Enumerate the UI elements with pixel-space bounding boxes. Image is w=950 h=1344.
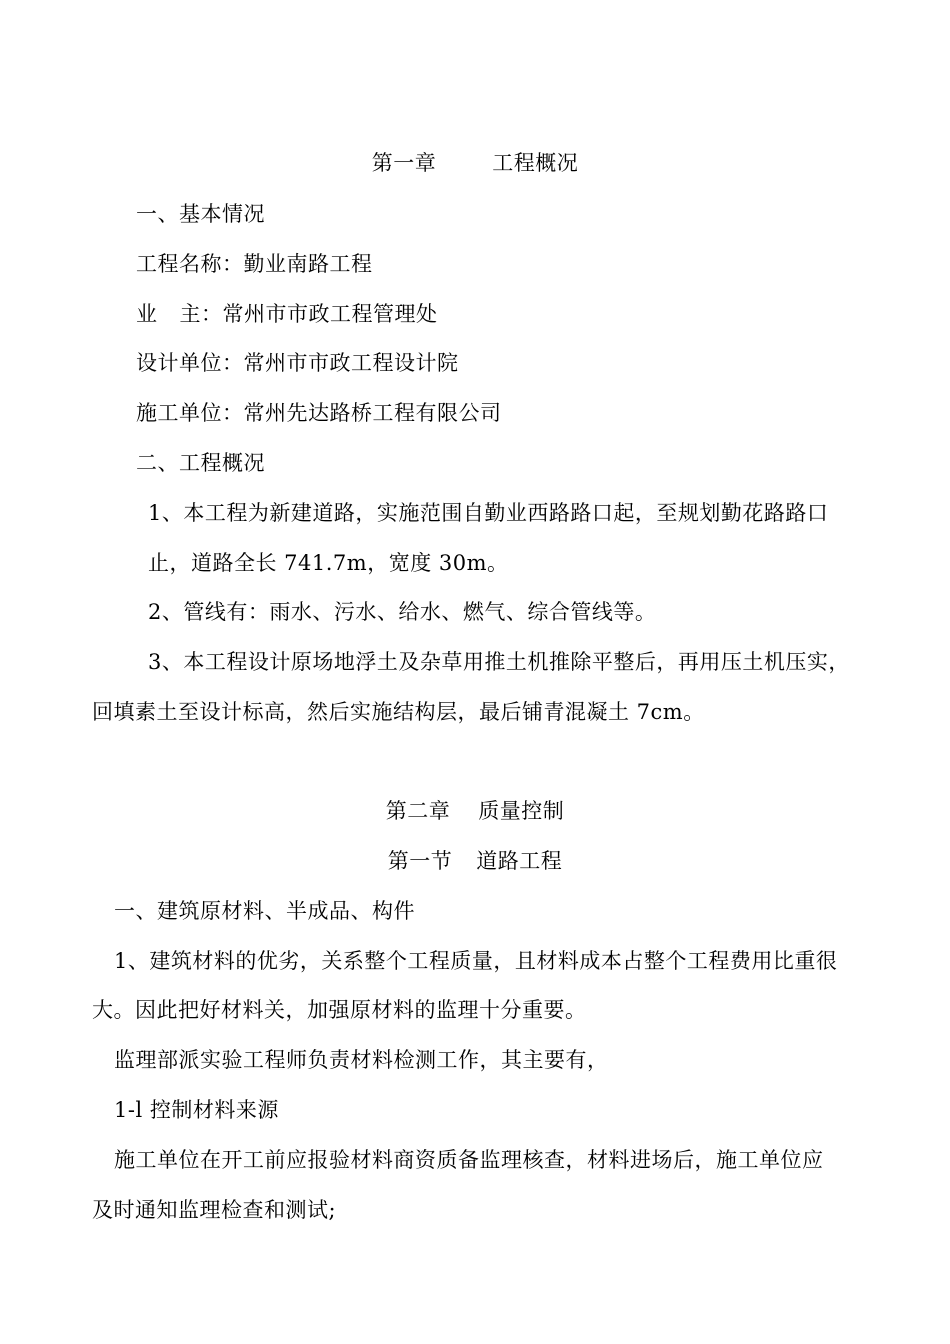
section-1-title <box>0 846 950 876</box>
owner-label-part2: 主：常州市市政工程管理处 <box>179 302 438 326</box>
project-name: 工程名称：勤业南路工程 <box>136 252 373 276</box>
design-unit: 设计单位：常州市市政工程设计院 <box>136 351 459 375</box>
section-1-number: 第一节 <box>387 849 453 873</box>
material-source-heading: 1-l 控制材料来源 <box>114 1098 279 1122</box>
materials-paragraph-1-line-1: 1、建筑材料的优劣，关系整个工程质量，且材料成本占整个工程费用比重很 <box>114 949 838 973</box>
materials-heading: 一、建筑原材料、半成品、构件 <box>114 899 415 923</box>
chapter-1-number: 第一章 <box>371 151 437 175</box>
chapter-2-number: 第二章 <box>385 799 451 823</box>
chapter-1-title <box>0 148 950 178</box>
materials-paragraph-3-line-2: 及时通知监理检查和测试; <box>92 1198 337 1222</box>
chapter-2-name: 质量控制 <box>478 799 565 823</box>
overview-item-1-line-1: 1、本工程为新建道路，实施范围自勤业西路路口起，至规划勤花路路口 <box>148 501 829 525</box>
chapter-2-title <box>0 796 950 826</box>
materials-paragraph-1-line-2: 大。因此把好材料关，加强原材料的监理十分重要。 <box>92 998 587 1022</box>
overview-item-1-line-2: 止，道路全长 741.7m，宽度 30m。 <box>148 551 509 575</box>
materials-paragraph-2: 监理部派实验工程师负责材料检测工作，其主要有， <box>114 1048 609 1072</box>
chapter-1-name: 工程概况 <box>492 151 579 175</box>
overview-item-3-line-1: 3、本工程设计原场地浮土及杂草用推土机推除平整后，再用压土机压实， <box>148 650 850 674</box>
materials-paragraph-3-line-1: 施工单位在开工前应报验材料商资质备监理核查，材料进场后，施工单位应 <box>114 1148 824 1172</box>
project-owner <box>136 299 438 329</box>
construction-unit: 施工单位：常州先达路桥工程有限公司 <box>136 401 502 425</box>
basic-info-heading: 一、基本情况 <box>136 202 265 226</box>
section-1-name: 道路工程 <box>476 849 563 873</box>
owner-label-part1: 业 <box>136 302 158 326</box>
overview-heading: 二、工程概况 <box>136 451 265 475</box>
overview-item-2: 2、管线有：雨水、污水、给水、燃气、综合管线等。 <box>148 600 657 624</box>
overview-item-3-line-2: 回填素土至设计标高，然后实施结构层，最后铺青混凝土 7cm。 <box>92 700 705 724</box>
